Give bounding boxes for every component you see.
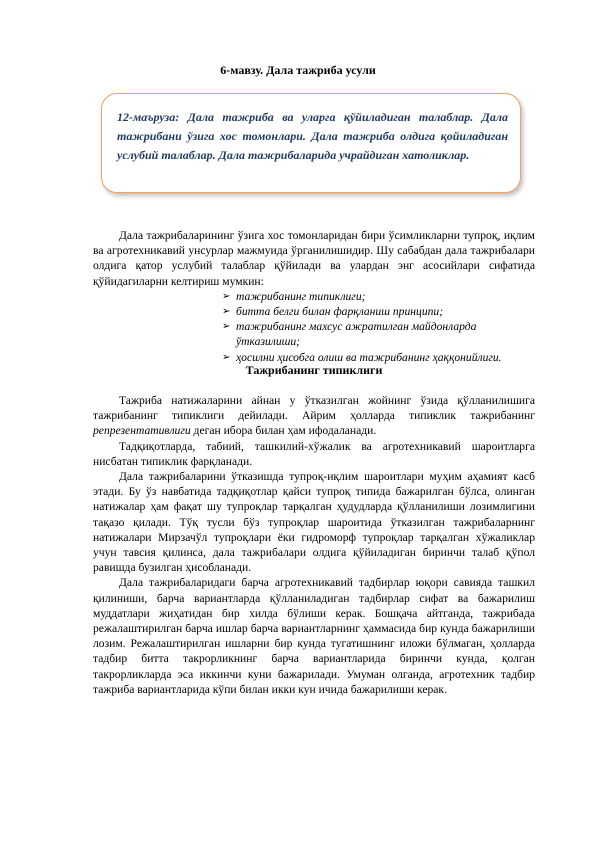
- page-title: 6-мавзу. Дала тажриба усули: [220, 63, 376, 77]
- list-item: ➢ тажрибанинг типиклиги;: [236, 289, 535, 304]
- intro-section: [93, 228, 535, 365]
- requirements-list: [93, 289, 535, 365]
- main-text: [93, 393, 535, 697]
- list-item: ➢ тажрибанинг махсус ажратилган майдонларда ўтказилиши;: [236, 319, 535, 349]
- paragraph-text: Тажриба натижаларини айнан у ўтказилган жойнинг ўзида қўлланилишига тажрибанинг типиклиги дейилади. Айрим ҳолларда типиклик тажрибанинг: [93, 394, 535, 423]
- paragraph-soil-climate: Дала тажрибаларини ўтказишда тупроқ-иқлим шароитлари муҳим аҳамият касб этади. Бу ўз навбатида тадқиқотлар қайси тупроқ типида бажарилган бўлса, олинган натижалар ҳам фақат шу тупроқлар тарқалган ҳудудларда қўлланилиши лозимлигини тақазо қилади. Тўқ тусли бўз тупроқлар шароитида ўтказилган тажрибаларнинг натижалари Мирзачўл тупроқлари ёки гидроморф тупроқлар тарқалган хўжаликлар учун тавсия қилинса, дала тажрибалари олдига қўйиладиган биринчи талаб қўпол равишда бузилган ҳисобланади.: [93, 470, 535, 575]
- italic-term: репрезентативлиги: [93, 424, 191, 438]
- paragraph-text: деган ибора билан ҳам ифодаланади.: [190, 424, 377, 438]
- paragraph-agrotechnics: Дала тажрибаларидаги барча агротехникавий тадбирлар юқори савияда ташкил қилиниши, барча вариантларда қўлланиладиган тадбирлар сифат ва бажарилиш муддатлари жиҳатидан бир хилда бўлиши керак. Бошқача айтганда, тажрибада режалаштирилган барча ишлар барча вариантларнинг ҳаммасида бир кунда бажарилиши лозим. Режалаштирилган ишларни бир кунда тугатишнинг иложи бўлмаган, ҳолларда тадбир битта такрорликнинг барча вариантларида биринчи кунда, қолган такрорликларда эса иккинчи куни бажарилади. Умуман олганда, агротехник тадбир тажриба вариантларида кўпи билан икки кун ичида бажарилиши керак.: [93, 576, 535, 696]
- section-heading: Тажрибанинг типиклиги: [245, 363, 383, 377]
- intro-paragraph: Дала тажрибаларининг ўзига хос томонларидан бири ўсимликларни тупроқ, иқлим ва агротехникавий унсурлар мажмуида ўрганилишидир. Шу сабабдан дала тажрибалари олдига қатор услубий талаблар қўйилади ва улардан энг асосийлари сифатида қўйидагиларни келтириш мумкин:: [93, 229, 535, 288]
- list-item: ➢ ҳосилни ҳисобга олиш ва тажрибанинг ҳаққонийлиги.: [236, 350, 535, 365]
- lecture-callout-text: 12-маъруза: Дала тажриба ва уларга қўйиладиган талаблар. Дала тажрибани ўзига хос томонлари. Дала тажриба олдига қойиладиган услубий талаблар. Дала тажрибаларида учрайдиган хатоликлар.: [117, 110, 508, 162]
- list-item: ➢ битта белги билан фарқланиш принципи;: [236, 304, 535, 319]
- section-heading-wrap: [93, 363, 535, 378]
- paragraph-typicality: [93, 393, 535, 439]
- paragraph-conditions: Тадқиқотларда, табиий, ташкилий-хўжалик ва агротехникавий шароитларга нисбатан типиклик фарқланади.: [93, 439, 535, 468]
- lecture-callout-box: [101, 93, 521, 193]
